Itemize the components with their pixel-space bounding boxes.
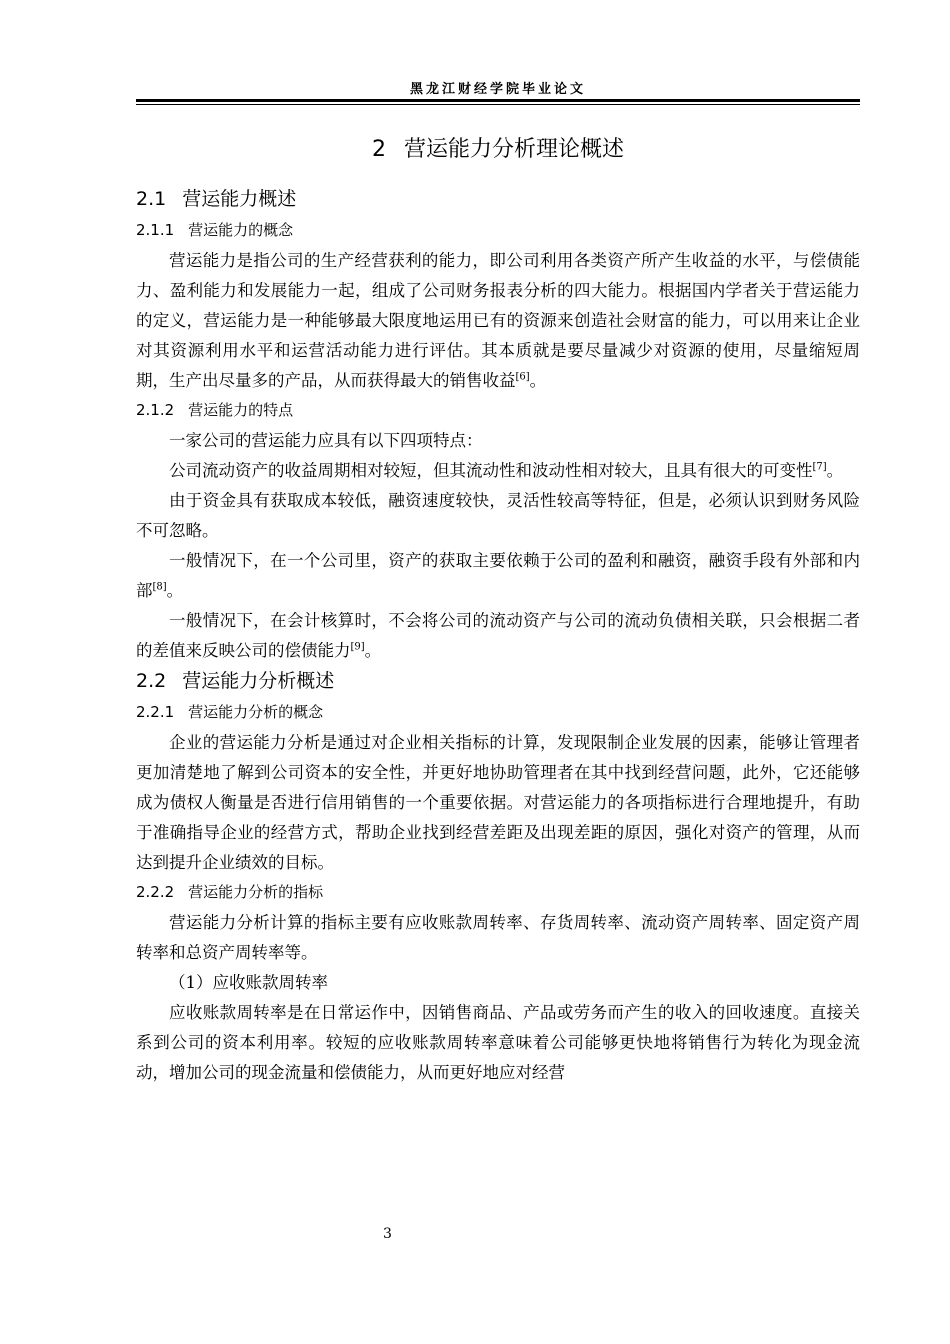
chapter-number: 2 xyxy=(371,137,386,162)
subsection-heading-2-2-2: 2.2.2 营运能力分析的指标 xyxy=(136,883,324,901)
page-number: 3 xyxy=(383,1226,392,1242)
paragraph: 应收账款周转率是在日常运作中，因销售商品、产品或劳务而产生的收入的回收速度。直接关系到公司的资本利用率。较短的应收账款周转率意味着公司能够更快地将销售行为转化为现金流动，增加公司的现金流量和偿债能力，从而更好地应对经营 xyxy=(136,1003,860,1082)
chapter-heading xyxy=(136,130,860,170)
paragraph: 公司流动资产的收益周期相对较短，但其流动性和波动性相对较大，且具有很大的可变性[7]。 xyxy=(169,461,844,480)
chapter-title: 营运能力分析理论概述 xyxy=(403,137,624,162)
header-rule-thick xyxy=(136,99,860,102)
citation: [7] xyxy=(812,461,827,473)
citation: [8] xyxy=(152,581,167,593)
paragraph: 一般情况下，在会计核算时，不会将公司的流动资产与公司的流动负债相关联，只会根据二者的差值来反映公司的偿债能力[9]。 xyxy=(136,611,860,660)
paragraph: 一家公司的营运能力应具有以下四项特点： xyxy=(169,431,483,450)
page-header: 黑龙江财经学院毕业论文 xyxy=(409,82,586,97)
paragraph: 营运能力分析计算的指标主要有应收账款周转率、存货周转率、流动资产周转率、固定资产周转率和总资产周转率等。 xyxy=(136,913,860,962)
subsection-heading-2-1-1: 2.1.1 营运能力的概念 xyxy=(136,221,294,239)
subsection-heading-2-2-1: 2.2.1 营运能力分析的概念 xyxy=(136,703,324,721)
citation: [6] xyxy=(515,371,530,383)
paragraph: 企业的营运能力分析是通过对企业相关指标的计算，发现限制企业发展的因素，能够让管理者更加清楚地了解到公司资本的安全性，并更好地协助管理者在其中找到经营问题，此外，它还能够成为债权人衡量是否进行信用销售的一个重要依据。对营运能力的各项指标进行合理地提升，有助于准确指导企业的经营方式，帮助企业找到经营差距及出现差距的原因，强化对资产的管理，从而达到提升企业绩效的目标。 xyxy=(136,733,860,872)
page-content xyxy=(136,130,860,1088)
header-rule-thin xyxy=(136,104,860,105)
list-item: （1）应收账款周转率 xyxy=(169,973,328,992)
section-heading-2-2: 2.2 营运能力分析概述 xyxy=(136,670,335,692)
subsection-heading-2-1-2: 2.1.2 营运能力的特点 xyxy=(136,401,294,419)
paragraph: 营运能力是指公司的生产经营获利的能力，即公司利用各类资产所产生收益的水平，与偿债能力、盈利能力和发展能力一起，组成了公司财务报表分析的四大能力。根据国内学者关于营运能力的定义，营运能力是一种能够最大限度地运用已有的资源来创造社会财富的能力，可以用来让企业对其资源利用水平和运营活动能力进行评估。其本质就是要尽量减少对资源的使用，尽量缩短周期，生产出尽量多的产品，从而获得最大的销售收益[6]。 xyxy=(136,251,860,390)
section-heading-2-1: 2.1 营运能力概述 xyxy=(136,188,297,210)
paragraph: 由于资金具有获取成本较低，融资速度较快，灵活性较高等特征，但是，必须认识到财务风险不可忽略。 xyxy=(136,491,860,540)
paragraph: 一般情况下，在一个公司里，资产的获取主要依赖于公司的盈利和融资，融资手段有外部和内部[8]。 xyxy=(136,551,860,600)
citation: [9] xyxy=(350,641,365,653)
